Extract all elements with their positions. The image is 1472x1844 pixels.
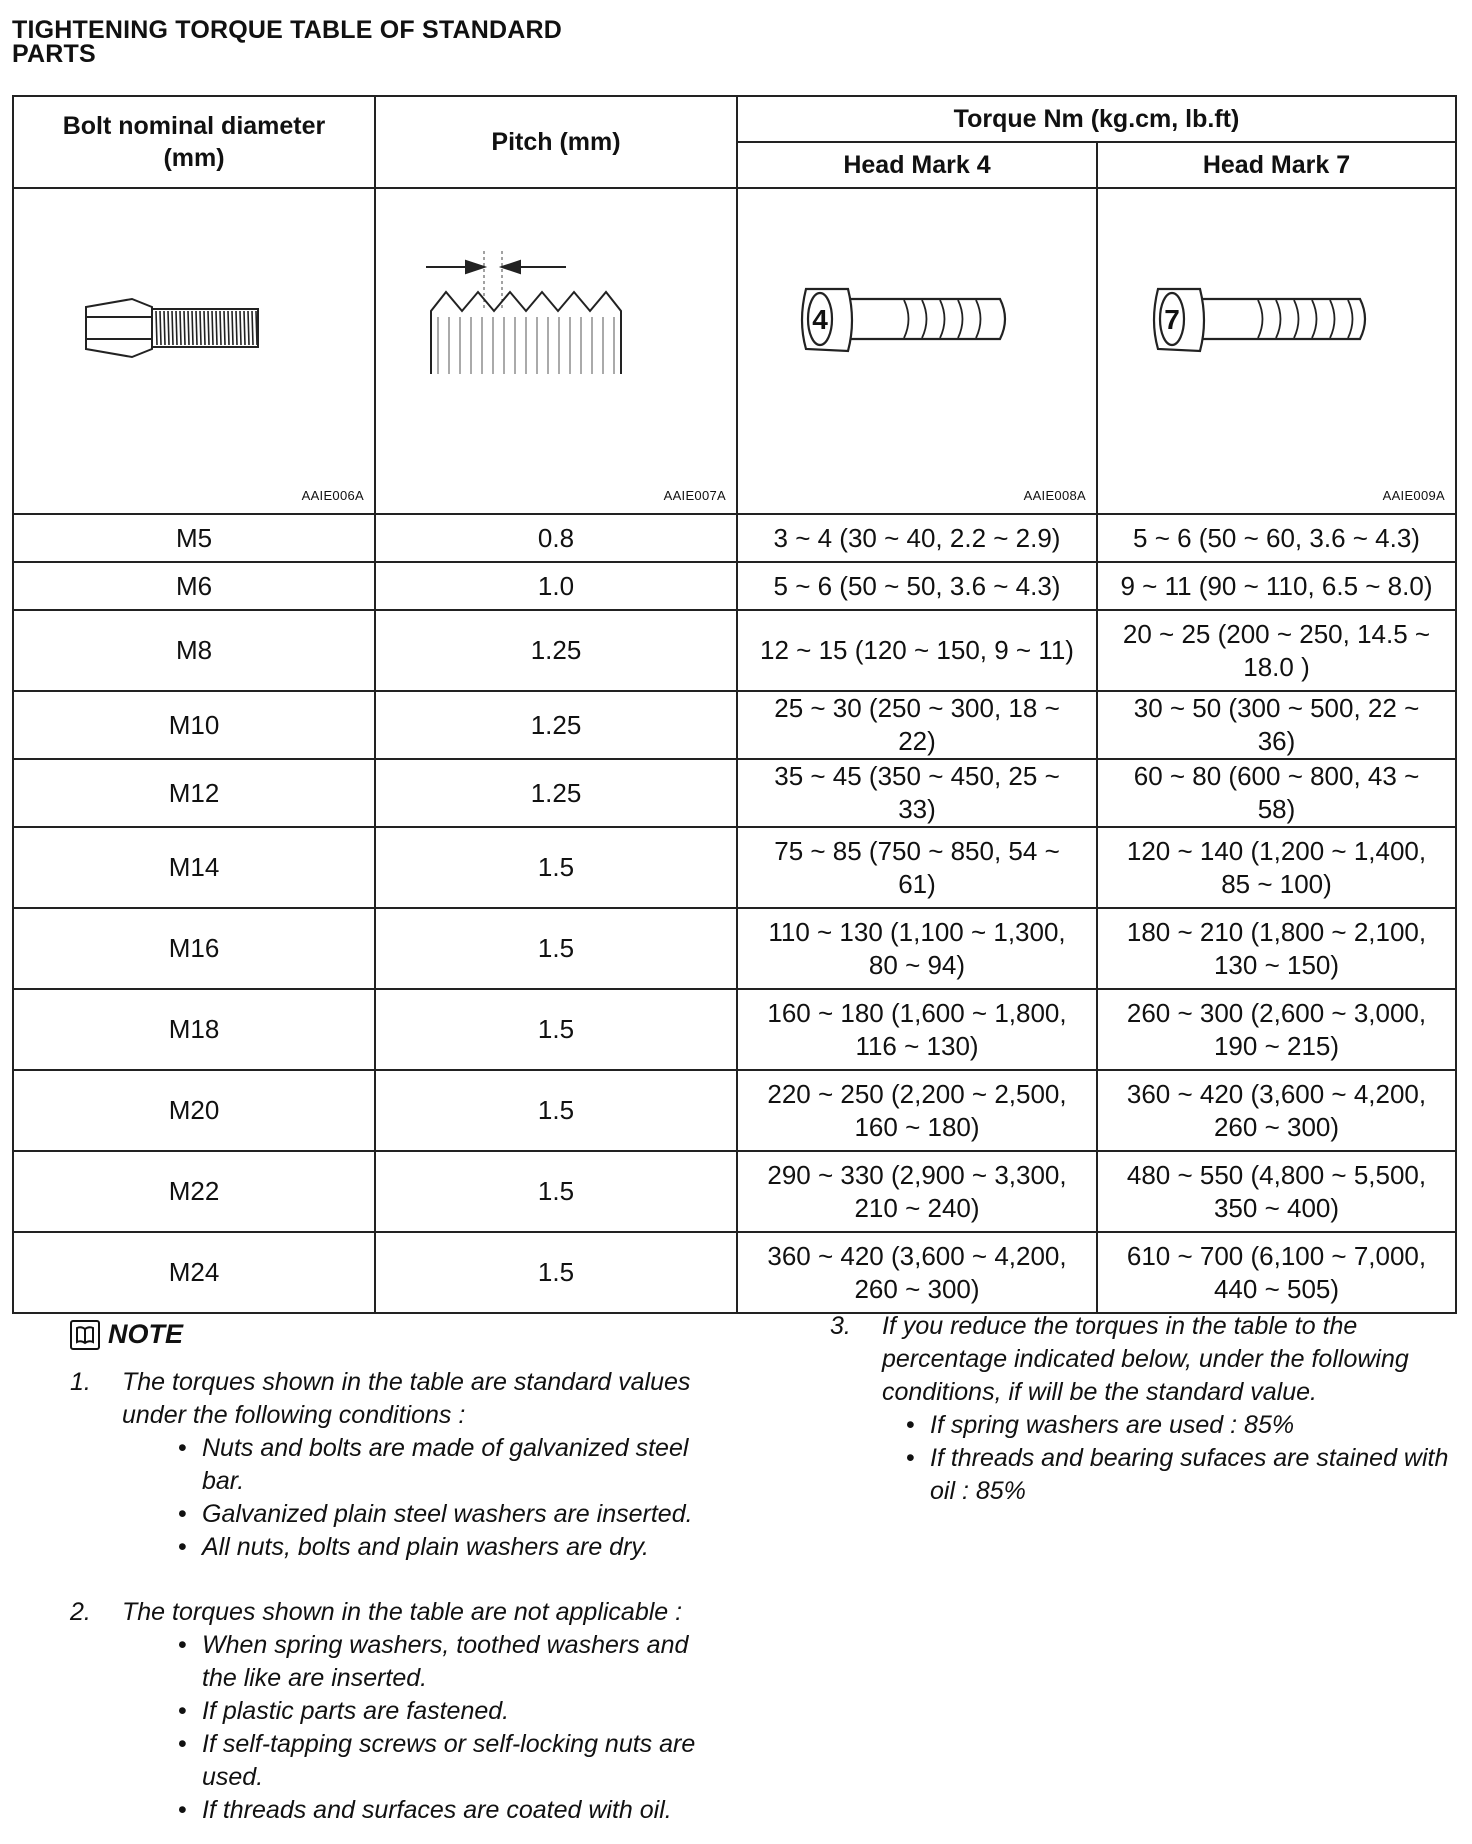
cell-mark7: 60 ~ 80 (600 ~ 800, 43 ~ 58) [1097,759,1456,827]
cell-size: M16 [13,908,375,989]
note-column-right [820,1310,1460,1508]
table-row [13,759,1456,827]
note-heading-text: NOTE [108,1319,184,1349]
cell-size: M14 [13,827,375,908]
cell-mark4: 3 ~ 4 (30 ~ 40, 2.2 ~ 2.9) [737,514,1097,562]
note-item-1-bullets [122,1432,710,1564]
bullet: • If threads and surfaces are coated with oil. [178,1794,710,1827]
head-mark-4-label: 4 [812,304,828,335]
cell-pitch: 1.5 [375,1232,737,1313]
cell-mark7: 480 ~ 550 (4,800 ~ 5,500, 350 ~ 400) [1097,1151,1456,1232]
cell-pitch: 1.0 [375,562,737,610]
table-row [13,1070,1456,1151]
bullet: • If self-tapping screws or self-locking nuts are used. [178,1728,710,1794]
table-row [13,691,1456,759]
note-item-2 [60,1596,710,1827]
cell-pitch: 1.25 [375,759,737,827]
cell-mark7: 30 ~ 50 (300 ~ 500, 22 ~ 36) [1097,691,1456,759]
title-line-2: PARTS [12,40,96,68]
note-item-3-bullets [882,1409,1460,1508]
figure-code-pitch: AAIE007A [663,488,726,503]
bullet: • Galvanized plain steel washers are inserted. [178,1498,710,1531]
cell-mark4: 12 ~ 15 (120 ~ 150, 9 ~ 11) [737,610,1097,691]
table-row [13,827,1456,908]
cell-pitch: 0.8 [375,514,737,562]
head-mark-7-label: 7 [1164,304,1180,335]
cell-size: M6 [13,562,375,610]
bullet: • Nuts and bolts are made of galvanized steel bar. [178,1432,710,1498]
cell-pitch: 1.25 [375,610,737,691]
note-item-text: If you reduce the torques in the table to the percentage indicated below, under the following conditions, if will be the standard value. [882,1312,1409,1406]
cell-pitch: 1.5 [375,1151,737,1232]
header-torque: Torque Nm (kg.cm, lb.ft) [737,96,1456,142]
header-bolt-diameter: Bolt nominal diameter (mm) [13,96,375,188]
note-item-1 [60,1366,710,1564]
note-item-3 [820,1310,1460,1508]
cell-size: M12 [13,759,375,827]
cell-mark4: 290 ~ 330 (2,900 ~ 3,300, 210 ~ 240) [737,1151,1097,1232]
bullet: • If threads and bearing sufaces are stained with oil : 85% [906,1442,1460,1508]
cell-mark7: 360 ~ 420 (3,600 ~ 4,200, 260 ~ 300) [1097,1070,1456,1151]
cell-mark4: 110 ~ 130 (1,100 ~ 1,300, 80 ~ 94) [737,908,1097,989]
book-icon [70,1320,100,1350]
header-head-mark-7: Head Mark 7 [1097,142,1456,188]
head-mark-4-figure-cell [737,188,1097,514]
note-item-number: 2. [70,1598,91,1626]
cell-size: M8 [13,610,375,691]
table-row [13,562,1456,610]
cell-mark7: 180 ~ 210 (1,800 ~ 2,100, 130 ~ 150) [1097,908,1456,989]
cell-mark7: 260 ~ 300 (2,600 ~ 3,000, 190 ~ 215) [1097,989,1456,1070]
cell-mark4: 220 ~ 250 (2,200 ~ 2,500, 160 ~ 180) [737,1070,1097,1151]
pitch-figure-cell [375,188,737,514]
table-row [13,989,1456,1070]
cell-mark4: 360 ~ 420 (3,600 ~ 4,200, 260 ~ 300) [737,1232,1097,1313]
torque-table [12,95,1457,1314]
table-row [13,908,1456,989]
cell-mark7: 610 ~ 700 (6,100 ~ 7,000, 440 ~ 505) [1097,1232,1456,1313]
cell-size: M18 [13,989,375,1070]
cell-mark4: 35 ~ 45 (350 ~ 450, 25 ~ 33) [737,759,1097,827]
cell-mark7: 5 ~ 6 (50 ~ 60, 3.6 ~ 4.3) [1097,514,1456,562]
bullet: • If plastic parts are fastened. [178,1695,710,1728]
note-item-2-bullets [122,1629,710,1827]
pitch-diagram [376,189,736,513]
figure-code-bolt: AAIE006A [301,488,364,503]
header-head-mark-4: Head Mark 4 [737,142,1097,188]
note-item-number: 3. [830,1312,851,1340]
bullet: • If spring washers are used : 85% [906,1409,1460,1442]
table-row [13,610,1456,691]
note-item-text: The torques shown in the table are not applicable : [122,1598,683,1626]
table-row [13,514,1456,562]
cell-mark4: 25 ~ 30 (250 ~ 300, 18 ~ 22) [737,691,1097,759]
head-mark-7-figure-cell [1097,188,1456,514]
cell-mark7: 120 ~ 140 (1,200 ~ 1,400, 85 ~ 100) [1097,827,1456,908]
cell-pitch: 1.5 [375,1070,737,1151]
bolt-diagram [14,189,374,513]
bullet: • All nuts, bolts and plain washers are dry. [178,1531,710,1564]
cell-size: M20 [13,1070,375,1151]
cell-mark7: 9 ~ 11 (90 ~ 110, 6.5 ~ 8.0) [1097,562,1456,610]
page-title [12,18,712,66]
head-mark-7-bolt-icon [1098,189,1456,513]
cell-mark4: 5 ~ 6 (50 ~ 50, 3.6 ~ 4.3) [737,562,1097,610]
header-pitch: Pitch (mm) [375,96,737,188]
head-mark-4-bolt-icon [738,189,1096,513]
note-heading [70,1318,183,1351]
bullet: • When spring washers, toothed washers and the like are inserted. [178,1629,710,1695]
cell-size: M5 [13,514,375,562]
note-item-number: 1. [70,1368,91,1396]
cell-pitch: 1.5 [375,989,737,1070]
figure-code-mark-4: AAIE008A [1023,488,1086,503]
cell-pitch: 1.5 [375,827,737,908]
title-line-1: TIGHTENING TORQUE TABLE OF STANDARD [12,16,563,44]
cell-size: M10 [13,691,375,759]
note-section [0,1300,1472,1844]
figure-code-mark-7: AAIE009A [1382,488,1445,503]
cell-size: M22 [13,1151,375,1232]
table-row [13,1151,1456,1232]
cell-size: M24 [13,1232,375,1313]
note-column-left [60,1366,710,1827]
note-item-text: The torques shown in the table are standard values under the following conditions : [122,1368,691,1429]
cell-pitch: 1.25 [375,691,737,759]
cell-mark4: 160 ~ 180 (1,600 ~ 1,800, 116 ~ 130) [737,989,1097,1070]
cell-mark7: 20 ~ 25 (200 ~ 250, 14.5 ~ 18.0 ) [1097,610,1456,691]
cell-pitch: 1.5 [375,908,737,989]
cell-mark4: 75 ~ 85 (750 ~ 850, 54 ~ 61) [737,827,1097,908]
bolt-figure-cell [13,188,375,514]
